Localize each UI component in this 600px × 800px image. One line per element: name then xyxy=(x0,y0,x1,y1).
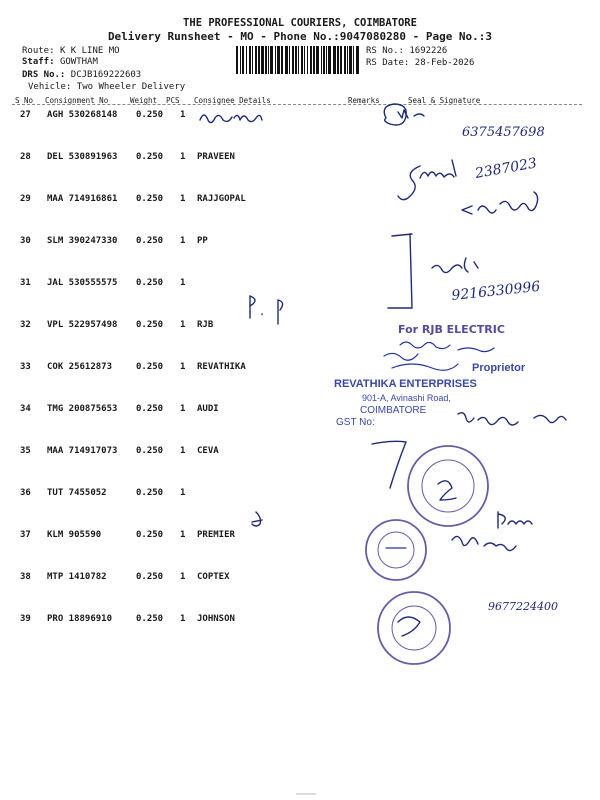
table-row: 31 JAL 530555575 0.250 1 xyxy=(20,278,186,288)
vehicle-value: Two Wheeler Delivery xyxy=(76,82,186,92)
stamp-round-bottom xyxy=(378,592,450,664)
barcode-bar xyxy=(307,46,308,74)
mark-row-37-tick xyxy=(252,512,262,526)
stamp-revathika-address: 901-A, Avinashi Road, xyxy=(362,393,451,403)
barcode-bar xyxy=(313,46,315,74)
stamp-revathika-city: COIMBATORE xyxy=(360,405,427,416)
barcode-bar xyxy=(328,46,331,74)
table-row: 32 VPL 522957498 0.250 1 RJB xyxy=(20,320,214,330)
barcode-bar xyxy=(240,46,241,74)
barcode-bar xyxy=(265,46,267,74)
runsheet-title: Delivery Runsheet - MO - Phone No.:9047080280 - Page No.:3 xyxy=(107,30,493,43)
table-row: 36 TUT 7455052 0.250 1 xyxy=(20,488,186,498)
barcode-bar xyxy=(295,46,297,74)
signature-row-37 xyxy=(498,512,532,528)
header-divider xyxy=(12,104,582,105)
route-line: Route: K K LINE MO xyxy=(22,46,120,56)
runsheet-barcode xyxy=(236,46,362,74)
barcode-bar xyxy=(298,46,299,74)
barcode-bar xyxy=(321,46,322,74)
barcode-bar xyxy=(292,46,294,74)
drs-line: DRS No.: DCJB169222603 xyxy=(22,70,142,80)
barcode-bar xyxy=(252,46,253,74)
table-row: 37 KLM 905590 0.250 1 PREMIER xyxy=(20,530,235,540)
col-pcs: PCS xyxy=(166,96,180,105)
table-row: 39 PRO 18896910 0.250 1 JOHNSON xyxy=(20,614,235,624)
barcode-bar xyxy=(337,46,339,74)
col-seal: Seal & Signature xyxy=(408,96,481,105)
barcode-bar xyxy=(316,46,319,74)
barcode-bar xyxy=(275,46,276,74)
barcode-bar xyxy=(326,46,327,74)
table-row: 29 MAA 714916861 0.250 1 RAJJGOPAL xyxy=(20,194,246,204)
rs-date-value: 28-Feb-2026 xyxy=(414,58,475,68)
barcode-bar xyxy=(344,46,346,74)
barcode-bar xyxy=(268,46,269,74)
table-row: 33 COK 25612873 0.250 1 REVATHIKA xyxy=(20,362,246,372)
rs-no-line: RS No.: 1692226 xyxy=(366,46,448,56)
signature-rjb xyxy=(400,342,494,352)
signature-row-31 xyxy=(432,258,478,273)
barcode-bar xyxy=(356,46,359,74)
col-consignment: Consignment No xyxy=(45,96,109,105)
barcode-bar xyxy=(301,46,303,74)
stamp-revathika-name: REVATHIKA ENTERPRISES xyxy=(334,378,477,390)
barcode-bar xyxy=(289,46,290,74)
barcode-bar xyxy=(281,46,283,74)
barcode-bar xyxy=(258,46,260,74)
barcode-bar xyxy=(255,46,257,74)
barcode-bar xyxy=(349,46,352,74)
barcode-bar xyxy=(236,46,238,74)
table-row: 34 TMG 200875653 0.250 1 AUDI xyxy=(20,404,219,414)
staff-line: Staff: GOWTHAM xyxy=(22,57,98,67)
col-weight: Weight xyxy=(130,96,158,105)
barcode-bar xyxy=(249,46,251,74)
handwritten-phone-4: 9677224400 xyxy=(488,600,558,613)
table-row: 38 MTP 1410782 0.250 1 COPTEX xyxy=(20,572,230,582)
table-row: 30 SLM 390247330 0.250 1 PP xyxy=(20,236,208,246)
barcode-bar xyxy=(242,46,244,74)
barcode-bar xyxy=(270,46,273,74)
rs-date-line: RS Date: 28-Feb-2026 xyxy=(366,58,475,68)
barcode-bar xyxy=(304,46,305,74)
barcode-bar xyxy=(277,46,280,74)
table-row: 28 DEL 530891963 0.250 1 PRAVEEN xyxy=(20,152,235,162)
barcode-bar xyxy=(246,46,247,74)
barcode-bar xyxy=(310,46,312,74)
barcode-bar xyxy=(323,46,325,74)
company-title: THE PROFESSIONAL COURIERS, COIMBATORE xyxy=(183,17,417,29)
col-consignee: Consignee Details xyxy=(194,96,271,105)
stamp-proprietor: Proprietor xyxy=(472,362,526,374)
col-remarks: Remarks xyxy=(348,96,380,105)
rs-no-value: 1692226 xyxy=(409,46,448,56)
barcode-bar xyxy=(261,46,264,74)
col-sno: S No xyxy=(15,96,34,105)
barcode-bar xyxy=(347,46,348,74)
staff-value: GOWTHAM xyxy=(59,57,98,67)
handwritten-phone-3: 9216330996 xyxy=(450,278,542,304)
drs-value: DCJB169222603 xyxy=(70,70,142,80)
handwritten-phone-2: 2387023 xyxy=(473,155,539,182)
barcode-bar xyxy=(333,46,336,74)
table-row: 35 MAA 714917073 0.250 1 CEVA xyxy=(20,446,219,456)
barcode-bar xyxy=(353,46,354,74)
stamp-revathika-gst: GST No: xyxy=(336,417,375,428)
table-row: 27 AGH 530268148 0.250 1 xyxy=(20,110,186,120)
handwritten-phone-1: 6375457698 xyxy=(462,125,545,140)
barcode-bar xyxy=(340,46,342,74)
vehicle-line: Vehicle: Two Wheeler Delivery xyxy=(28,82,186,92)
barcode-bar xyxy=(285,46,288,74)
stamp-round-left xyxy=(366,520,426,580)
stamp-rjb-electric: For RJB ELECTRIC xyxy=(398,323,505,336)
route-value: K K LINE MO xyxy=(59,46,120,56)
